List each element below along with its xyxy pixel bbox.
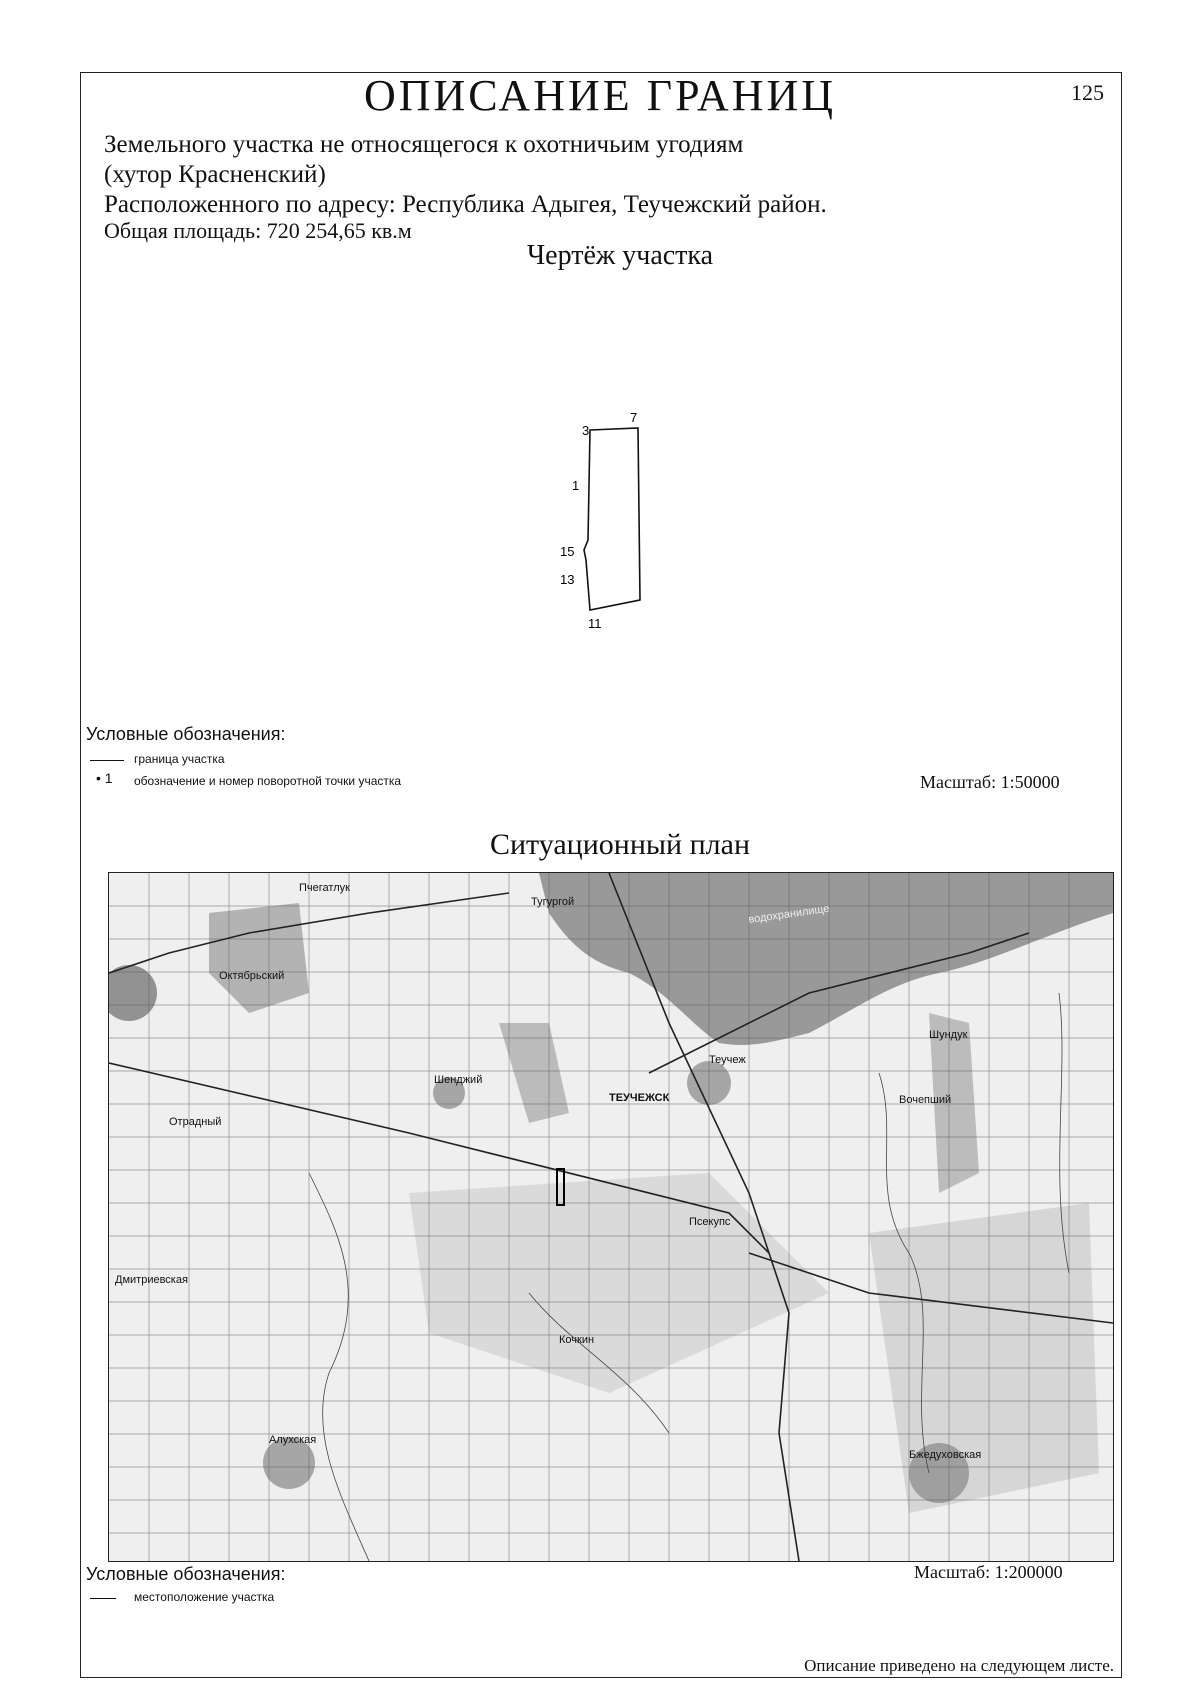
map-label: ТЕУЧЕЖСК — [609, 1092, 670, 1104]
drawing-scale: Масштаб: 1:50000 — [920, 772, 1060, 792]
forest-shape — [209, 903, 309, 1013]
sheet-title: ОПИСАНИЕ ГРАНИЦ — [363, 71, 837, 120]
point-label-15: 15 — [560, 544, 575, 559]
map-label: Алухская — [269, 1434, 317, 1446]
drawing-title: Чертёж участка — [526, 240, 714, 271]
map-label: Псекупс — [689, 1216, 731, 1228]
forest-shape — [409, 1173, 829, 1393]
legend-point-symbol: • 1 — [96, 770, 113, 786]
plan-scale: Масштаб: 1:200000 — [914, 1562, 1063, 1582]
situation-map — [108, 872, 1114, 1562]
map-label: Шундук — [929, 1029, 968, 1041]
total-area: Общая площадь: 720 254,65 кв.м — [104, 218, 412, 243]
forest-shape — [869, 1203, 1099, 1513]
point-label-13: 13 — [560, 572, 575, 587]
legend-location-line — [90, 1598, 116, 1599]
map-label: Пчегатлук — [299, 882, 350, 894]
situation-plan-title: Ситуационный план — [489, 828, 751, 861]
legend-boundary-text: граница участка — [134, 752, 225, 766]
parcel-boundary — [584, 428, 640, 610]
map-label: Вочепший — [899, 1094, 952, 1106]
header-line-3: Расположенного по адресу: Республика Адыгея, Теучежский район. — [104, 191, 827, 218]
header-line-2: (хутор Красненский) — [104, 161, 326, 188]
legend-boundary-line — [90, 760, 124, 761]
footer-note: Описание приведено на следующем листе. — [804, 1656, 1114, 1675]
map-label: Отрадный — [169, 1116, 222, 1128]
map-label: Дмитриевская — [115, 1274, 188, 1286]
plan-legend-heading: Условные обозначения: — [86, 1564, 286, 1584]
point-label-7: 7 — [630, 410, 638, 425]
map-label: Кочкин — [559, 1334, 595, 1346]
map-label: водохранилище — [747, 902, 831, 926]
legend-point-text: обозначение и номер поворотной точки участка — [134, 774, 402, 788]
settlement-shape — [108, 965, 157, 1021]
drawing-legend-heading: Условные обозначения: — [86, 724, 286, 744]
page-number: 125 — [1071, 80, 1104, 105]
map-label: Теучеж — [709, 1054, 746, 1066]
legend-location-text: местоположение участка — [134, 1590, 275, 1604]
map-label: Бжедуховская — [909, 1449, 982, 1461]
point-label-11: 11 — [588, 616, 602, 631]
map-label: Октябрьский — [219, 970, 285, 982]
parcel-drawing — [0, 380, 1200, 780]
point-label-3: 3 — [582, 423, 590, 438]
point-label-1: 1 — [572, 478, 580, 493]
reservoir-shape — [539, 873, 1113, 1045]
map-label: Шенджий — [434, 1074, 483, 1086]
header-line-1: Земельного участка не относящегося к охотничьим угодиям — [104, 131, 744, 158]
map-label: Тугургой — [531, 896, 575, 908]
